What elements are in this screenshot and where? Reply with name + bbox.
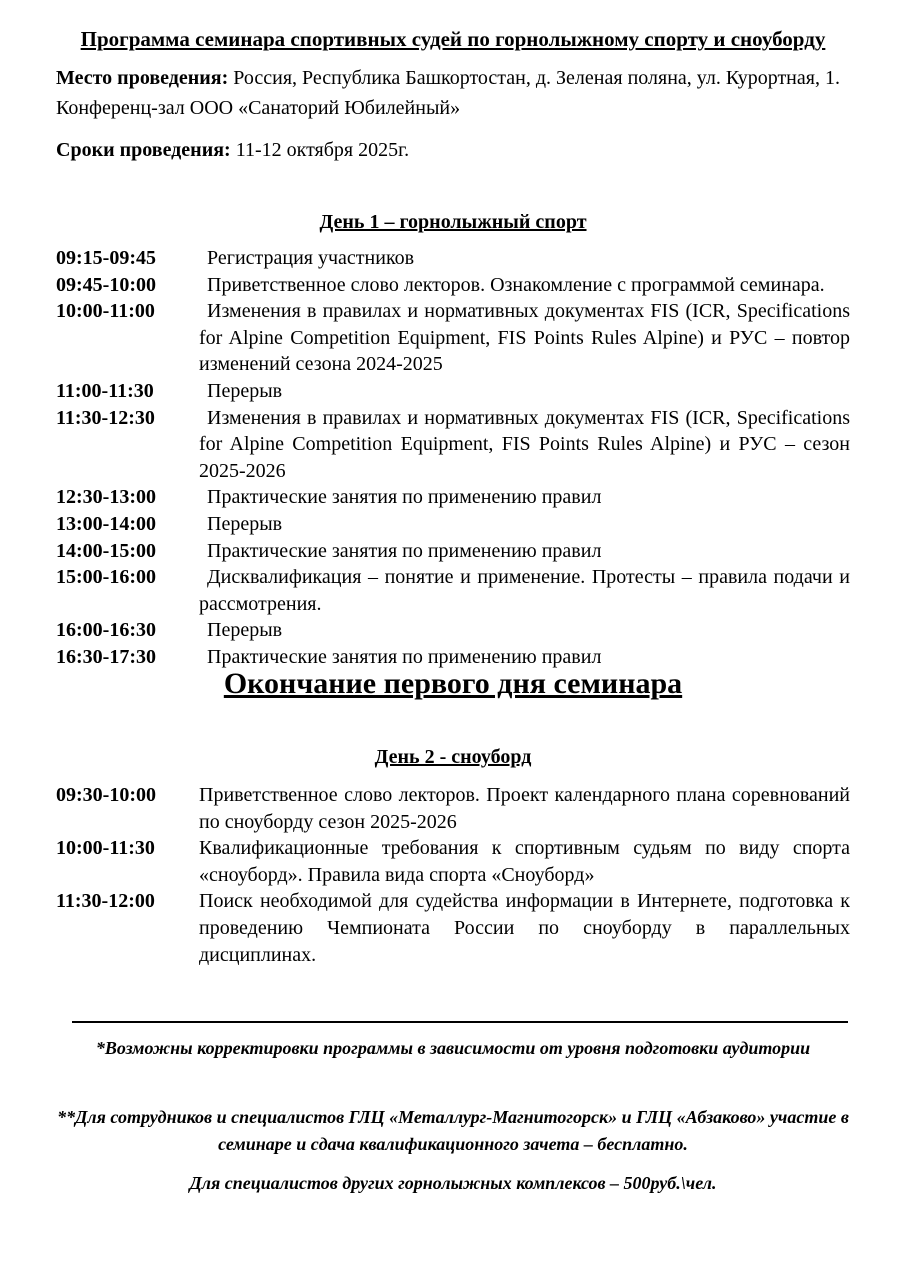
time-range: 10:00-11:00 bbox=[56, 300, 155, 323]
schedule-row bbox=[56, 272, 850, 299]
day2-section bbox=[56, 744, 850, 968]
dates-paragraph bbox=[56, 135, 850, 165]
activity-text: Дисквалификация – понятие и применение. Протесты – правила подачи и рассмотрения. bbox=[199, 566, 850, 615]
activity-text: Приветственное слово лекторов. Проект календарного плана соревнований по сноуборду сезон 2025-2026 bbox=[199, 784, 850, 833]
activity-text: Изменения в правилах и нормативных документах FIS (ICR, Specifications for Alpine Competition Equipment, FIS Points Rules Alpine) и РУС – повтор изменений сезона 2024-2025 bbox=[199, 300, 850, 376]
dates-text: 11-12 октября 2025г. bbox=[230, 139, 410, 161]
footnote-program-adjustments: *Возможны корректировки программы в зависимости от уровня подготовки аудитории bbox=[95, 1038, 811, 1059]
time-range: 09:15-09:45 bbox=[56, 247, 156, 269]
time-range: 11:30-12:00 bbox=[56, 890, 155, 913]
activity-text: Практические занятия по применению правил bbox=[207, 539, 602, 562]
day1-schedule bbox=[56, 245, 850, 671]
time-range: 14:00-15:00 bbox=[56, 539, 156, 562]
schedule-row bbox=[56, 484, 850, 511]
schedule-row bbox=[56, 298, 850, 378]
time-range: 11:00-11:30 bbox=[56, 379, 154, 402]
activity-text: Практические занятия по применению правил bbox=[207, 486, 602, 509]
time-range: 09:30-10:00 bbox=[56, 784, 156, 807]
schedule-row bbox=[56, 511, 850, 538]
day1-section bbox=[56, 209, 850, 700]
activity-text: Перерыв bbox=[207, 619, 283, 642]
schedule-row bbox=[56, 835, 850, 888]
activity-text: Изменения в правилах и нормативных документах FIS (ICR, Specifications for Alpine Competition Equipment, FIS Points Rules Alpine) и РУС – сезон 2025-2026 bbox=[199, 406, 850, 482]
activity-text: Поиск необходимой для судейства информации в Интернете, подготовка к проведению Чемпионата России по сноуборду в параллельных дисциплинах. bbox=[199, 890, 850, 966]
activity-text: Перерыв bbox=[207, 379, 283, 402]
day2-heading: День 2 - сноуборд bbox=[374, 746, 532, 769]
schedule-row bbox=[56, 405, 850, 485]
time-range: 13:00-14:00 bbox=[56, 512, 156, 535]
day2-schedule bbox=[56, 782, 850, 968]
schedule-row bbox=[56, 245, 850, 272]
schedule-row bbox=[56, 617, 850, 644]
schedule-row bbox=[56, 888, 850, 968]
time-range: 12:30-13:00 bbox=[56, 486, 156, 509]
day1-heading: День 1 – горнолыжный спорт bbox=[319, 211, 587, 233]
footnote-divider bbox=[72, 1021, 848, 1023]
footnote-paid-participation: Для специалистов других горнолыжных комплексов – 500руб.\чел. bbox=[189, 1173, 717, 1194]
time-range: 16:30-17:30 bbox=[56, 645, 156, 668]
schedule-row bbox=[56, 378, 850, 405]
activity-text: Квалификационные требования к спортивным судьям по виду спорта «сноуборд». Правила вида спорта «Сноуборд» bbox=[199, 837, 850, 886]
footer-notes bbox=[56, 1021, 850, 1197]
schedule-row bbox=[56, 564, 850, 617]
time-range: 11:30-12:30 bbox=[56, 406, 155, 429]
location-paragraph bbox=[56, 63, 850, 123]
footnote-free-participation: **Для сотрудников и специалистов ГЛЦ «Металлург-Магнитогорск» и ГЛЦ «Абзаково» участие в семинаре и сдача квалификационного зачета – бесплатно. bbox=[57, 1107, 849, 1155]
activity-text: Практические занятия по применению правил bbox=[207, 645, 602, 668]
day1-closing-heading: Окончание первого дня семинара bbox=[223, 666, 683, 700]
time-range: 15:00-16:00 bbox=[56, 566, 156, 589]
activity-text: Перерыв bbox=[207, 512, 283, 535]
location-text: Россия, Республика Башкортостан, д. Зеленая поляна, ул. Курортная, 1. Конференц-зал ООО «Санаторий Юбилейный» bbox=[56, 67, 840, 119]
activity-text: Регистрация участников bbox=[207, 247, 415, 269]
time-range: 09:45-10:00 bbox=[56, 273, 156, 296]
page-title: Программа семинара спортивных судей по горнолыжному спорту и сноуборду bbox=[80, 27, 826, 51]
time-range: 16:00-16:30 bbox=[56, 619, 156, 642]
location-label: Место проведения: bbox=[56, 67, 229, 89]
time-range: 10:00-11:30 bbox=[56, 837, 155, 860]
schedule-row bbox=[56, 782, 850, 835]
dates-label: Сроки проведения: bbox=[56, 139, 231, 161]
schedule-row bbox=[56, 538, 850, 565]
activity-text: Приветственное слово лекторов. Ознакомление с программой семинара. bbox=[207, 273, 825, 296]
